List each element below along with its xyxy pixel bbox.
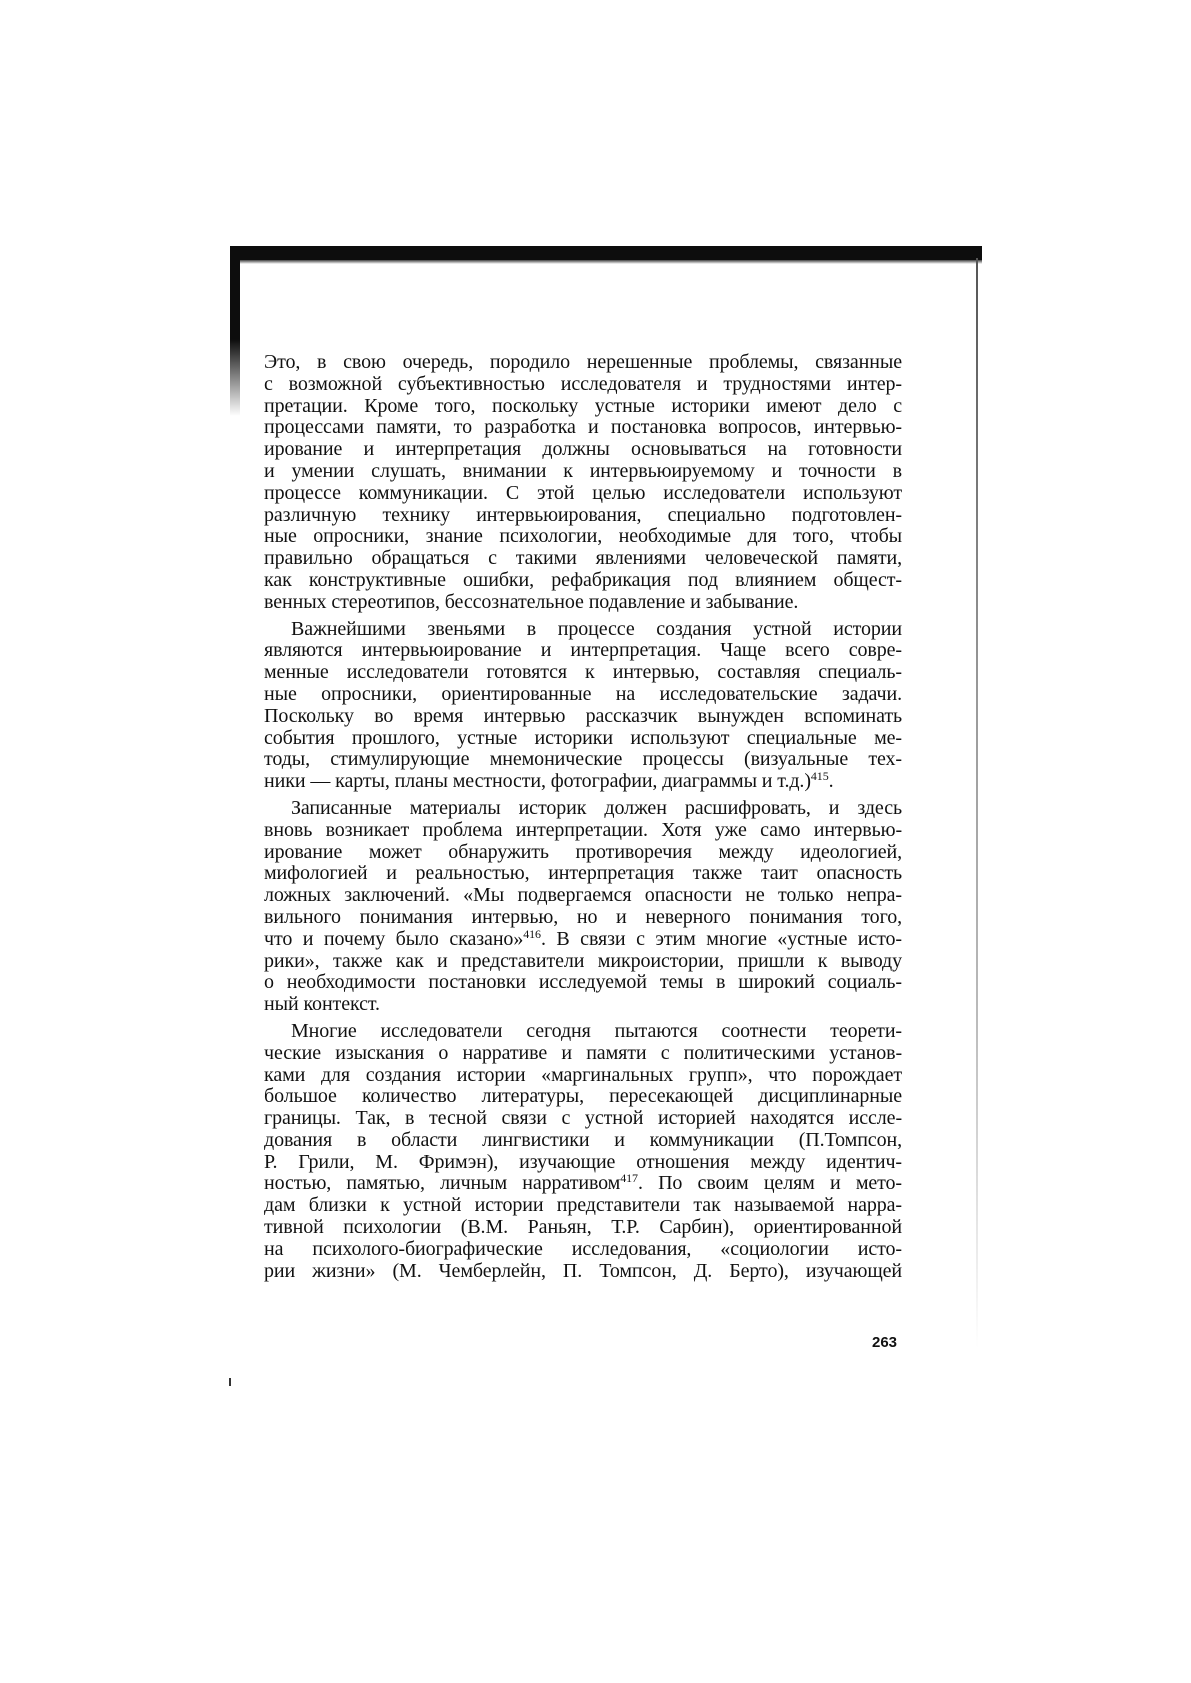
text-line: являются интервьюирование и интерпретация. Чаще всего совре- [264,639,902,662]
text-line: Многие исследователи сегодня пытаются соотнести теорети- [291,1019,902,1042]
page-body [264,352,902,1282]
text-line: вновь возникает проблема интерпретации. Хотя уже само интервью- [264,818,902,841]
text-fragment: ностью, памятью, личным нарративом [264,1172,621,1195]
text-line: ирование может обнаружить противоречия между идеологией, [264,840,902,863]
footnote-ref-415[interactable]: 415 [810,769,829,784]
text-line: вильного понимания интервью, но и неверного понимания того, [264,905,902,928]
text-line: на психолого-биографические исследования, «социологии исто- [264,1237,902,1260]
text-line: тивной психологии (В.М. Раньян, Т.Р. Сарбин), ориентированной [264,1216,902,1239]
text-line: рии жизни» (М. Чемберлейн, П. Томпсон, Д. Берто), изучающей [264,1259,902,1282]
text-fragment: . В связи с этим многие «устные исто- [540,927,902,950]
text-line [264,926,902,951]
text-line: процессами памяти, то разработка и постановка вопросов, интервью- [264,416,902,439]
text-line: события прошлого, устные историки используют специальные ме- [264,726,902,749]
text-line: Важнейшими звеньями в процессе создания устной истории [291,617,902,640]
text-line: различную технику интервьюирования, специально подготовлен- [264,503,902,526]
text-line: Поскольку во время интервью рассказчик вынужден вспоминать [264,704,902,727]
page-number: 263 [872,1334,898,1351]
text-fragment: что и почему было сказано» [264,927,524,950]
footnote-ref-416[interactable]: 416 [523,926,541,941]
scan-dark-edge-left [230,246,240,416]
text-line: рики», также как и представители микроистории, пришли к выводу [264,949,902,972]
text-line [264,1173,902,1195]
text-line: как конструктивные ошибки, рефабрикация под влиянием общест- [264,568,902,591]
text-line: и умении слушать, внимании к интервьюируемому и точности в [264,459,902,482]
text-line: Это, в свою очередь, породило нерешенные проблемы, связанные [264,351,902,373]
scan-page-edge-right [976,258,978,1348]
text-line: ники — карты, планы местности, фотографии, диаграммы и т.д.)$^{415}$. [264,769,834,793]
scan-dark-edge-top [232,246,982,260]
scan-speck [229,1378,231,1386]
text-line: большое количество литературы, пересекающей дисциплинарные [264,1085,902,1108]
footnote-ref-417[interactable]: 417 [620,1171,638,1186]
text-line: менные исследователи готовятся к интервью, составляя специаль- [264,661,902,684]
text-line: с возможной субъективностью исследователя и трудностями интер- [264,372,902,395]
paragraph-3 [264,798,902,1016]
text-line: ный контекст. [264,993,380,1016]
text-fragment: ники — карты, планы местности, фотографии, диаграммы и т.д.) [264,770,811,793]
text-line: Записанные материалы историк должен расшифровать, и здесь [291,796,902,819]
text-line: дования в области лингвистики и коммуникации (П.Томпсон, [264,1128,902,1151]
text-line: ложных заключений. «Мы подвергаемся опасности не только непра- [264,884,902,907]
text-line: ками для создания истории «маргинальных групп», что порождает [264,1063,902,1086]
text-line: правильно обращаться с такими явлениями человеческой памяти, [264,547,902,570]
text-line: ные опросники, ориентированные на исследовательские задачи. [264,682,902,705]
paragraph-2 [264,619,902,793]
text-line: о необходимости постановки исследуемой темы в широкий социаль- [264,971,902,994]
text-line: мифологией и реальностью, интерпретация также таит опасность [264,862,902,885]
text-line: границы. Так, в тесной связи с устной историей находятся иссле- [264,1107,902,1130]
text-line: процессе коммуникации. С этой целью исследователи используют [264,481,902,504]
text-line: претации. Кроме того, поскольку устные историки имеют дело с [264,394,902,417]
text-line: венных стереотипов, бессознательное подавление и забывание. [264,590,799,613]
text-line: ные опросники, знание психологии, необходимые для того, чтобы [264,525,902,548]
paragraph-1 [264,352,902,614]
text-line: ческие изыскания о нарративе и памяти с политическими установ- [264,1041,902,1064]
paragraph-4 [264,1021,902,1283]
text-line: тоды, стимулирующие мнемонические процессы (визуальные тех- [264,748,902,771]
text-line: Р. Грили, М. Фримэн), изучающие отношения между идентич- [264,1150,902,1173]
text-fragment: . По своим целям и мето- [637,1172,902,1195]
text-line: ирование и интерпретация должны основываться на готовности [264,438,902,461]
text-line: дам близки к устной истории представители так называемой нарра- [264,1194,902,1217]
